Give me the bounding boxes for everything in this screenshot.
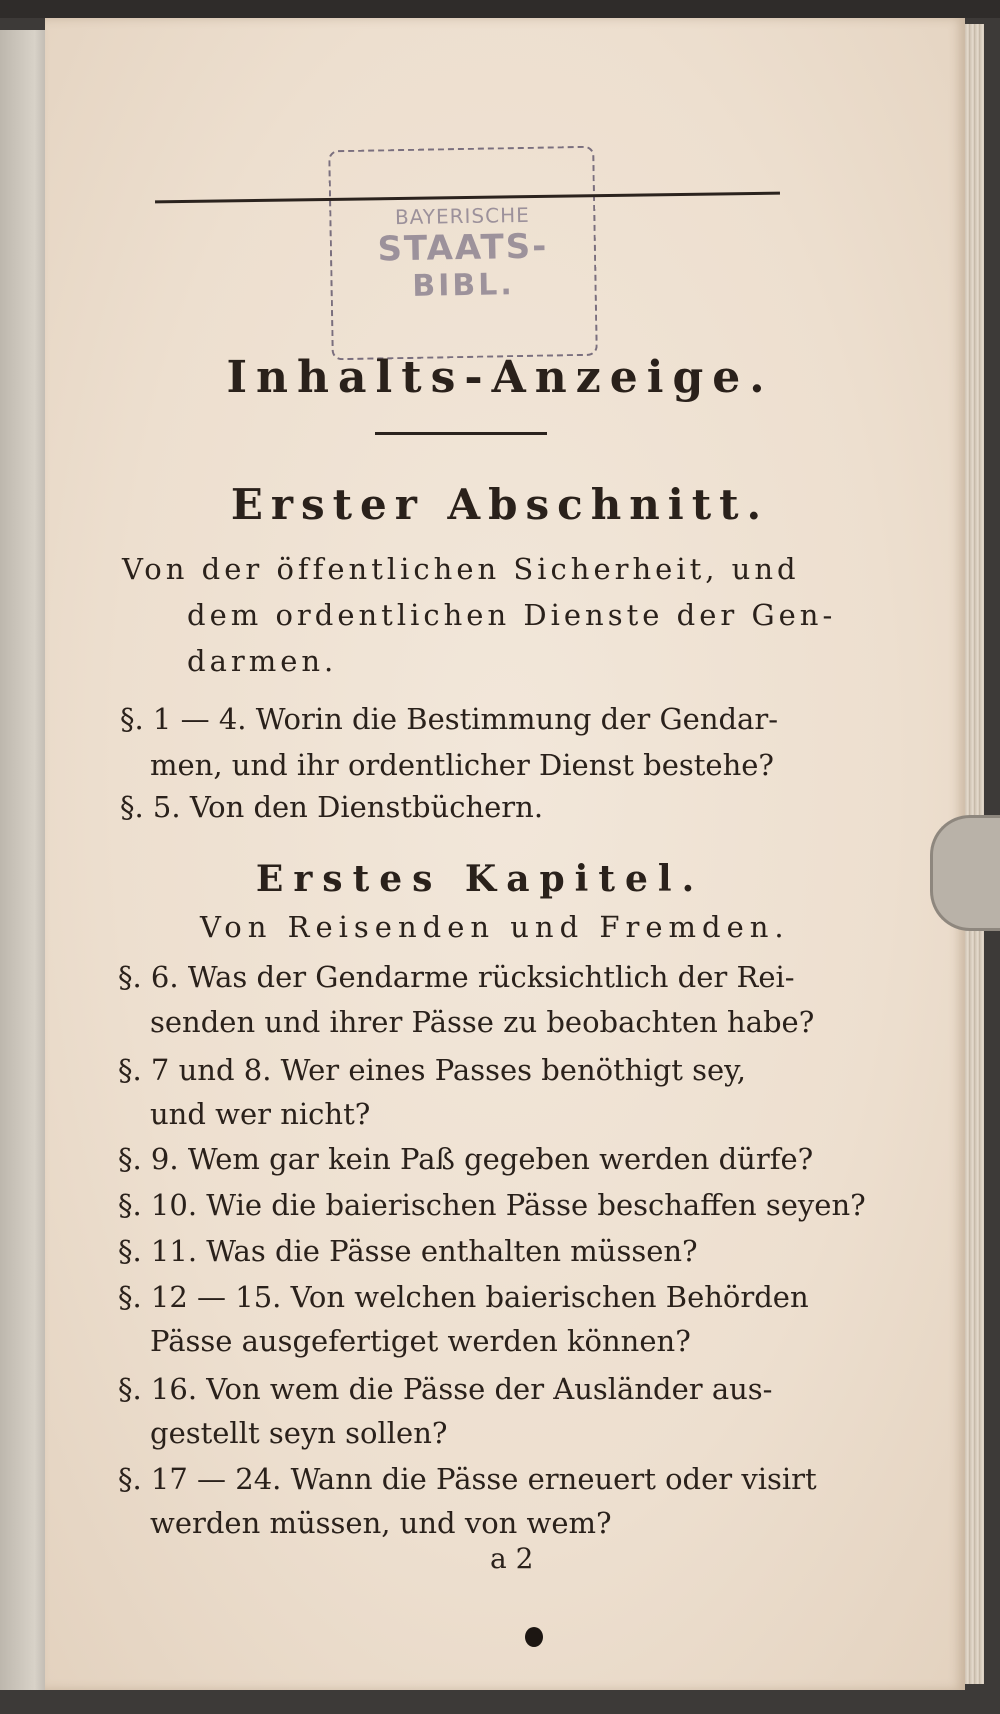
scan-top-border xyxy=(0,0,1000,18)
section-subtitle-line: darmen. xyxy=(187,644,338,678)
stamp-line-1: BAYERISCHE xyxy=(394,202,530,229)
stamp-line-3: BIBL. xyxy=(412,266,516,304)
toc-entry: §. 10. Wie die baierischen Pässe beschaffen seyen? xyxy=(118,1188,866,1222)
signature-mark: a 2 xyxy=(490,1542,534,1575)
toc-entry: §. 7 und 8. Wer eines Passes benöthigt sey, xyxy=(118,1053,746,1087)
toc-entry: §. 16. Von wem die Pässe der Ausländer aus- xyxy=(118,1372,773,1406)
section-subtitle-line: dem ordentlichen Dienste der Gen- xyxy=(187,598,837,632)
toc-entry: §. 1 — 4. Worin die Bestimmung der Gendar- xyxy=(120,702,779,736)
toc-entry: §. 11. Was die Pässe enthalten müssen? xyxy=(118,1234,698,1268)
toc-entry: §. 9. Wem gar kein Paß gegeben werden dürfe? xyxy=(118,1142,814,1176)
toc-entry: gestellt seyn sollen? xyxy=(150,1416,448,1450)
toc-entry: werden müssen, und von wem? xyxy=(150,1506,612,1540)
section-subtitle-line: Von der öffentlichen Sicherheit, und xyxy=(122,552,800,586)
page-title: Inhalts-Anzeige. xyxy=(226,352,774,403)
toc-entry: §. 5. Von den Dienstbüchern. xyxy=(120,790,544,824)
ink-dot xyxy=(525,1627,543,1647)
toc-entry: senden und ihrer Pässe zu beobachten habe? xyxy=(150,1005,815,1039)
toc-entry: §. 12 — 15. Von welchen baierischen Behörden xyxy=(118,1280,809,1314)
stamp-line-2: STAATS- xyxy=(377,226,549,269)
toc-entry: §. 6. Was der Gendarme rücksichtlich der Rei- xyxy=(118,960,795,994)
toc-entry: Pässe ausgefertiget werden können? xyxy=(150,1324,691,1358)
toc-entry: und wer nicht? xyxy=(150,1097,371,1131)
library-stamp xyxy=(328,146,598,361)
chapter-subtitle: Von Reisenden und Fremden. xyxy=(200,910,790,944)
section-title: Erster Abschnitt. xyxy=(230,480,770,529)
toc-entry: men, und ihr ordentlicher Dienst bestehe? xyxy=(150,748,774,782)
title-divider xyxy=(375,432,547,435)
chapter-title: Erstes Kapitel. xyxy=(255,858,705,900)
toc-entry: §. 17 — 24. Wann die Pässe erneuert oder visirt xyxy=(118,1462,817,1496)
